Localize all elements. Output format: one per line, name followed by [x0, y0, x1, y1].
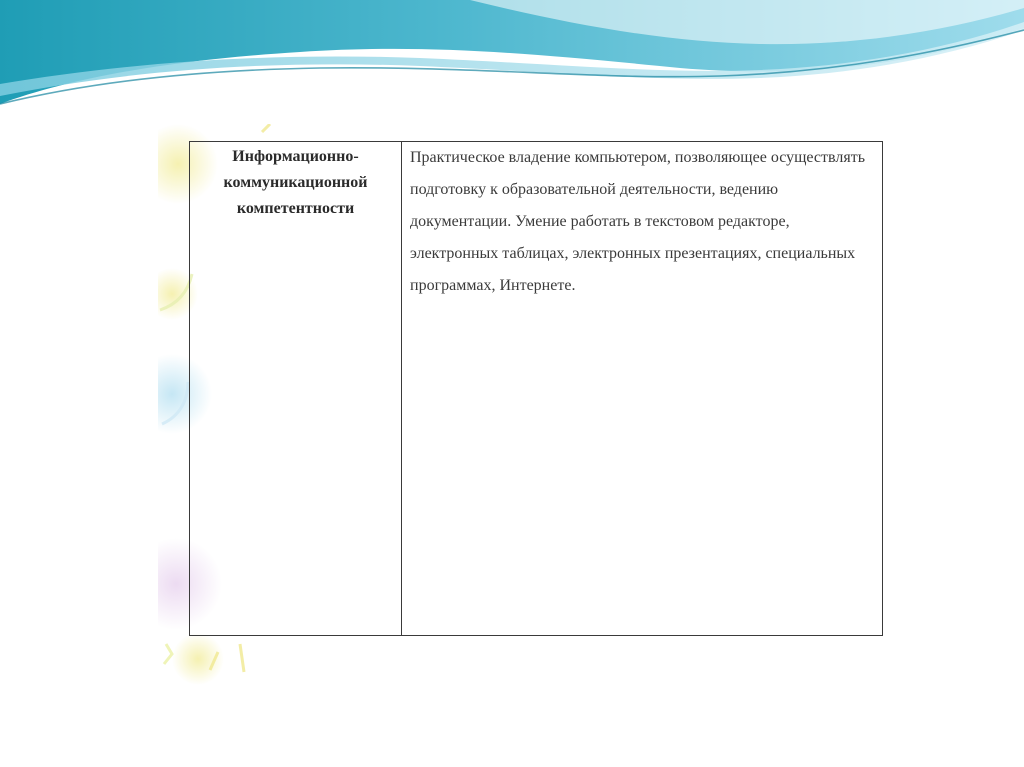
table-image [158, 124, 904, 686]
term-cell [190, 142, 402, 636]
wave-header-decoration [0, 0, 1024, 120]
term-text: Информационно-коммуникационной компетентности [223, 148, 368, 217]
competence-table [189, 141, 883, 636]
table-row [190, 142, 883, 636]
description-text: Практическое владение компьютером, позволяющее осуществлять подготовку к образовательной деятельности, ведению документации. Умение работать в текстовом редакторе, электронных таблицах, электронных презентациях, специальных программах, Интернете. [410, 149, 865, 294]
description-cell [402, 142, 883, 636]
